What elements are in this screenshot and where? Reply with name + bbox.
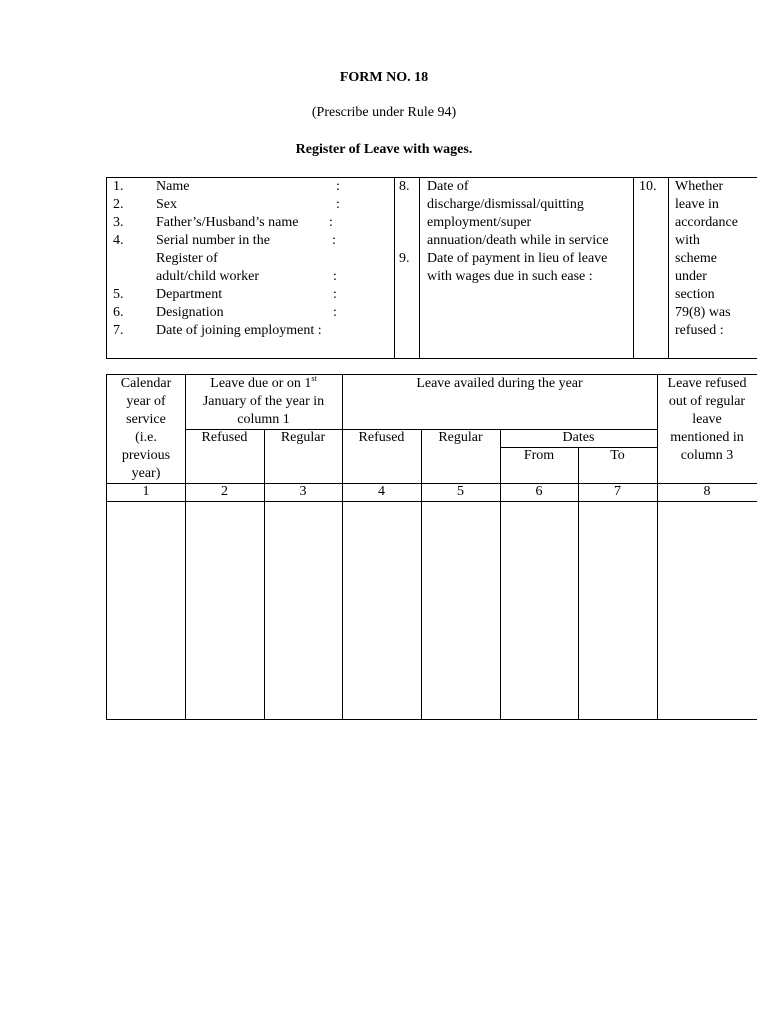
item10-line: Whether [675,179,724,194]
item10-line: section [675,287,715,302]
form-title: FORM NO. 18 [339,70,429,85]
column-number: 5 [457,484,464,499]
item-number: 5. [113,287,124,302]
header-calendar-year [107,375,185,483]
item8-line: annuation/death while in service [427,233,609,248]
employee-details-box [106,177,757,359]
header-line: column 1 [237,412,290,427]
item10-line: under [675,269,707,284]
item8-line: employment/super [427,215,532,230]
header-line: Leave refused [667,376,747,391]
item-colon: : [333,305,337,320]
item9-line: with wages due in such ease : [427,269,593,284]
item10-line: accordance [675,215,738,230]
item10-line: scheme [675,251,717,266]
form-heading: Register of Leave with wages. [295,142,473,157]
header-line: service [126,412,166,427]
item-colon: : [333,269,337,284]
item-label-department: Department [156,287,223,302]
form-subtitle: (Prescribe under Rule 94) [311,105,457,120]
item-label-designation: Designation [156,305,224,320]
details-divider [419,178,420,358]
item10-line: refused : [675,323,724,338]
column-number: 4 [378,484,385,499]
item-label-worker: adult/child worker [156,269,260,284]
item10-line: leave in [675,197,719,212]
header-leave-availed: Leave availed during the year [416,376,583,391]
column-number: 7 [614,484,621,499]
header-line: mentioned in [670,430,744,445]
column-number: 1 [142,484,150,499]
column-number: 8 [703,484,711,499]
item-number: 6. [113,305,124,320]
item-number: 3. [113,215,124,230]
header-line: out of regular [668,394,746,409]
header-line: year) [131,466,161,481]
header-from: From [523,448,555,463]
item10-line: 79(8) was [675,305,731,320]
header-due-regular: Regular [280,430,326,445]
item-number: 10. [639,179,657,194]
item-number: 9. [399,251,410,266]
row-divider [107,501,757,502]
leave-register-table [106,374,757,720]
header-due-refused: Refused [201,430,248,445]
column-number: 6 [535,484,543,499]
item-label-sex: Sex [156,197,177,212]
header-availed-regular: Regular [438,430,483,445]
item-number: 8. [399,179,410,194]
item-number: 4. [113,233,124,248]
header-line: leave [692,412,722,427]
item-number: 2. [113,197,124,212]
column-number: 3 [299,484,307,499]
header-line: Calendar [120,376,172,391]
item-colon: : [329,215,333,230]
header-line: previous [121,448,171,463]
item8-line: discharge/dismissal/quitting [427,197,584,212]
header-availed-refused: Refused [358,430,405,445]
header-line: column 3 [680,448,734,463]
item-colon: : [336,179,340,194]
header-line: Leave due or on 1st [210,374,317,391]
header-leave-due [185,375,342,429]
item-number: 1. [113,179,124,194]
item-label-serial: Serial number in the [156,233,270,248]
header-line: (i.e. [135,430,157,445]
item-label-joining: Date of joining employment : [156,323,322,338]
column-divider [264,429,265,719]
column-number: 2 [221,484,228,499]
details-divider [394,178,395,358]
item8-line: Date of [427,179,469,194]
item-colon: : [336,197,340,212]
item-colon: : [333,287,337,302]
item-label-register: Register of [156,251,218,266]
column-divider [421,429,422,719]
item-number: 7. [113,323,124,338]
header-dates: Dates [562,430,595,445]
item9-line: Date of payment in lieu of leave [427,251,608,266]
item10-line: with [675,233,700,248]
item-label-name: Name [156,179,190,194]
header-line: January of the year in [202,394,325,409]
column-divider [342,375,343,719]
details-divider [668,178,669,358]
header-to: To [610,448,625,463]
header-line: year of [126,394,166,409]
header-leave-refused-regular [657,375,757,465]
item-label-father-husband: Father’s/Husband’s name [156,215,299,230]
item-colon: : [332,233,336,248]
column-divider [500,429,501,719]
details-divider [633,178,634,358]
